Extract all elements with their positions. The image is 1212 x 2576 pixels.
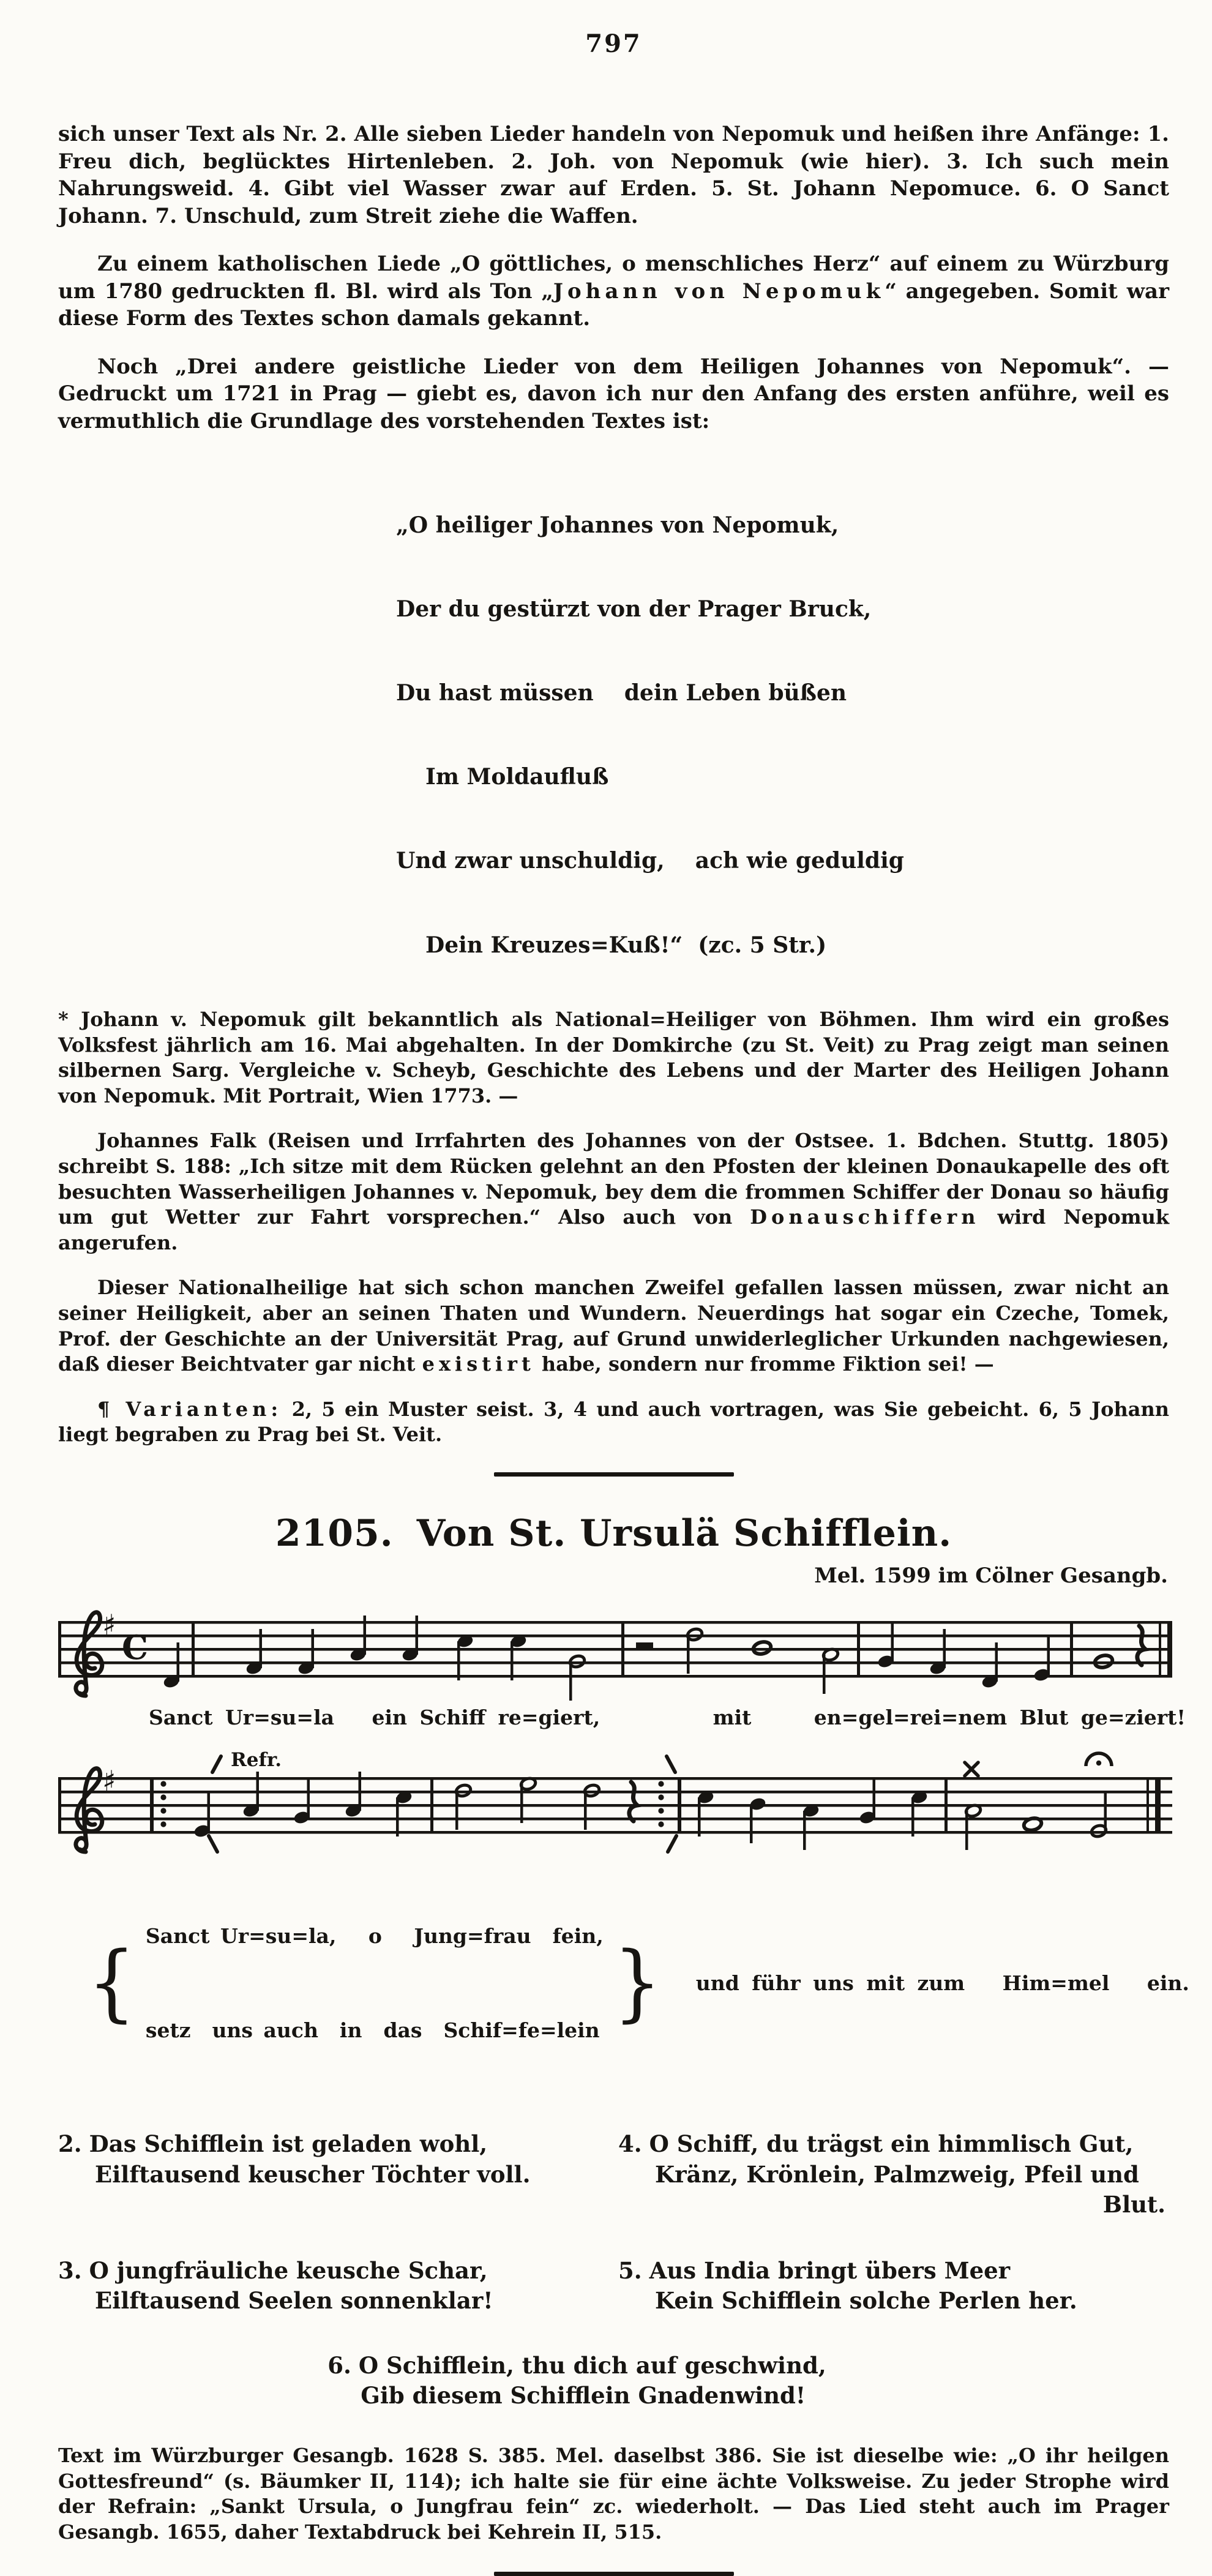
verse-text: Kein Schifflein solche Perlen her. (655, 2287, 1077, 2315)
verse-line: Dein Kreuzes=Kuß!“ (zc. 5 Str.) (425, 932, 827, 958)
intro-paragraph-2 (58, 250, 1169, 332)
verse-number: 2. (58, 2130, 82, 2157)
verse-text: Eilftausend Seelen sonnenklar! (95, 2287, 493, 2315)
refrain-lines (146, 1858, 604, 2108)
left-brace: { (88, 1934, 136, 2031)
music-staff-1 (58, 1592, 1169, 1701)
song-title (58, 1512, 1169, 1555)
right-brace: } (613, 1934, 662, 2031)
paragraph-text: Dieser Nationalheilige hat sich schon manchen Zweifel gefallen lassen müssen, zwar nicht an seiner Heiligkeit, aber an seinen Thaten und Wundern. Neuerdings hat sogar ein Czeche, Tomek, Prof. der Geschichte an der Universität Prag, auf Grund unwiderleglicher Urkunden nachgewiesen, daß dieser Beichtvater gar nicht (58, 1276, 1169, 1376)
verse-text: Das Schifflein ist geladen wohl, (89, 2130, 488, 2157)
verse-6-wrapper (58, 2351, 1169, 2411)
paragraph-text (282, 1398, 291, 1421)
music-staff-2 (58, 1748, 1169, 1857)
key-signature-sharp: ♯ (102, 1608, 116, 1641)
verse-text: Aus India bringt übers Meer (649, 2256, 1011, 2284)
verse-number: 5. (618, 2256, 642, 2284)
verse-text: Eilftausend keuscher Töchter voll. (95, 2160, 531, 2188)
melody-source-note: Mel. 1599 im Cölner Gesangb. (814, 1563, 1168, 1588)
footnote-national (58, 1275, 1169, 1377)
refrain-continuation: und führ uns mit zum Him=mel ein. (695, 1971, 1189, 1995)
letterspaced-phrase: existirt (422, 1352, 535, 1376)
refrain-label: Refr. (231, 1748, 282, 1771)
section-divider-rule (494, 1472, 734, 1477)
music-staff-2-svg (58, 1748, 1172, 1857)
verse-line: Im Moldaufluß (425, 764, 609, 790)
variants-label: Varianten: (125, 1397, 283, 1421)
footnote-falk (58, 1128, 1169, 1256)
song-verses (58, 2129, 1169, 2316)
time-signature: C (122, 1627, 148, 1667)
verse-text: O Schifflein, thu dich auf geschwind, (358, 2351, 826, 2379)
verse-3 (58, 2256, 597, 2316)
verse-line: „O heiliger Johannes von Nepomuk, (396, 512, 839, 538)
verse-6 (327, 2351, 826, 2411)
verse-number: 6. (327, 2351, 351, 2379)
verse-text: O jungfräuliche keusche Schar, (89, 2256, 488, 2284)
song-title-text: Von St. Ursulä Schifflein. (416, 1511, 952, 1555)
paragraph-text: “ angegeben. Somit war diese Form des Textes schon damals gekannt. (58, 279, 1169, 331)
paragraph-text: Zu einem katholischen Liede „O göttliches, o menschliches Herz“ auf einem zu Würzburg um 1780 gedruckten fl. Bl. wird als Ton „ (58, 252, 1169, 304)
paragraph-text: habe, sondern nur fromme Fiktion sei! — (534, 1352, 994, 1376)
refrain-lyrics-block (88, 1858, 1189, 2108)
paragraph-text: Johannes Falk (Reisen und Irrfahrten des Johannes von der Ostsee. 1. Bdchen. Stuttg. 1805) schreibt S. 188: „Ich sitze mit dem Rücken gelehnt an den Pfosten der kleinen Donaukapelle des oft besuchten Wasserheiligen Johannes v. Nepomuk, bey dem die frommen Schiffer der Donau so häufig um gut Wetter zur Fahrt vorsprechen.“ Also auch von (58, 1129, 1169, 1229)
refrain-line-1: Sanct Ur=su=la, o Jung=frau fein, (145, 1924, 604, 1949)
closing-rule (494, 2572, 734, 2576)
verse-number: 3. (58, 2256, 82, 2284)
variants-text: 2, 5 ein Muster seist. 3, 4 und auch vortragen, was Sie gebeicht. 6, 5 Johann liegt begraben zu Prag bei St. Veit. (58, 1397, 1170, 1447)
verse-line: Du hast müssen dein Leben büßen (396, 680, 847, 706)
verse-5 (618, 2256, 1169, 2316)
refrain-line-2: setz uns auch in das Schif=fe=lein (145, 2018, 600, 2042)
song-number: 2105. (275, 1511, 394, 1555)
verse-text: Blut. (1102, 2191, 1165, 2218)
verse-4 (618, 2129, 1169, 2220)
nepomuk-verse-quote (396, 455, 1169, 987)
paragraph-text: wird Nepomuk angerufen. (58, 1205, 1170, 1254)
letterspaced-phrase: Donauschiffern (750, 1205, 980, 1229)
song-footer-note: Text im Würzburger Gesangb. 1628 S. 385. Mel. daselbst 386. Sie ist dieselbe wie: „O ihr heilgen Gottesfreund“ (s. Bäumker II, 114); ich halte sie für eine ächte Volksweise. Zu jeder Strophe wird der Refrain: „Sankt Ursula, o Jungfrau fein“ zc. wiederholt. — Das Lied steht auch im Prager Gesangb. 1655, daher Textabdruck bei Kehrein II, 515. (58, 2444, 1169, 2544)
verse-2 (58, 2129, 597, 2220)
page-number: 797 (585, 29, 642, 58)
staff-1-lyrics: Sanct Ur=su=la ein Schiff re=giert, mit en=gel=rei=nem Blut ge=ziert! (149, 1705, 1186, 1729)
verse-text: Kränz, Krönlein, Palmzweig, Pfeil und (655, 2160, 1139, 2188)
intro-paragraph-1: sich unser Text als Nr. 2. Alle sieben Lieder handeln von Nepomuk und heißen ihre Anfänge: 1. Freu dich, beglücktes Hirtenleben. 2. Joh. von Nepomuk (wie hier). 3. Ich such mein Nahrungsweid. 4. Gibt viel Wasser zwar auf Erden. 5. St. Johann Nepomuce. 6. O Sanct Johann. 7. Unschuld, zum Streit ziehe die Waffen. (58, 122, 1169, 228)
pilcrow-mark: ¶ (97, 1397, 110, 1421)
verse-line: Der du gestürzt von der Prager Bruck, (396, 596, 872, 622)
intro-paragraph-3: Noch „Drei andere geistliche Lieder von dem Heiligen Johannes von Nepomuk“. — Gedruckt um 1721 in Prag — giebt es, davon ich nur den Anfang des ersten anführe, weil es vermuthlich die Grundlage des vorstehenden Textes ist: (58, 354, 1169, 433)
key-signature-sharp: ♯ (102, 1764, 116, 1797)
verse-text: O Schiff, du trägst ein himmlisch Gut, (649, 2130, 1134, 2157)
verse-number: 4. (618, 2130, 642, 2157)
music-staff-1-svg (58, 1592, 1172, 1701)
footnote-star: * Johann v. Nepomuk gilt bekanntlich als National=Heiliger von Böhmen. Ihm wird ein großes Volksfest jährlich am 16. Mai abgehalten. In der Domkirche (zu St. Veit) zu Prag zeigt man seinen silbernen Sarg. Vergleiche v. Scheyb, Geschichte des Lebens und der Marter des Heiligen Johann von Nepomuk. Mit Portrait, Wien 1773. — (58, 1007, 1169, 1107)
verse-line: Und zwar unschuldig, ach wie geduldig (396, 848, 904, 874)
verse-text: Gib diesem Schifflein Gnadenwind! (361, 2382, 806, 2409)
letterspaced-phrase: Johann von Nepomuk (553, 279, 885, 304)
variants-paragraph (58, 1397, 1169, 1448)
